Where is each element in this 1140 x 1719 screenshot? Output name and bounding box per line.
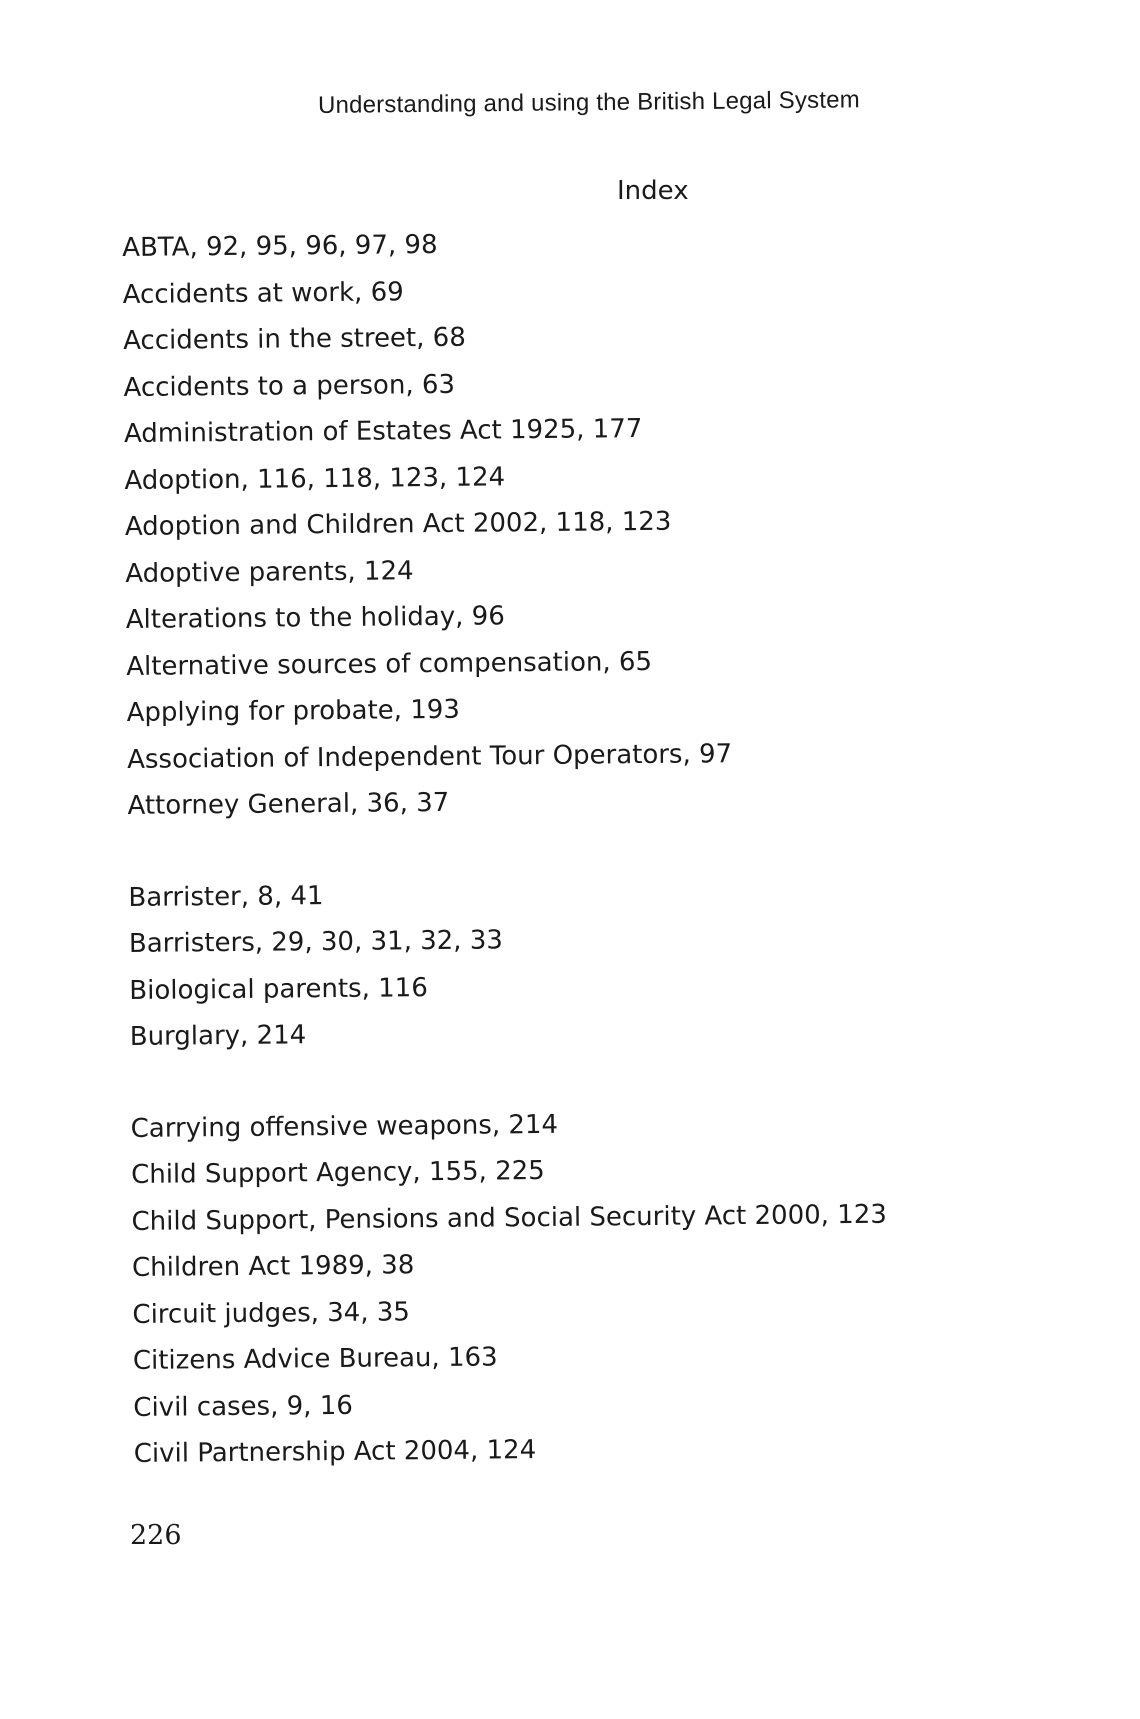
index-entry: Child Support Agency, 155, 225 bbox=[130, 1155, 545, 1190]
index-entry: Barrister, 8, 41 bbox=[128, 880, 324, 913]
running-header: Understanding and using the British Legal System bbox=[317, 86, 861, 119]
index-entry: Civil Partnership Act 2004, 124 bbox=[133, 1435, 537, 1469]
index-entry: Accidents in the street, 68 bbox=[122, 322, 466, 356]
index-entry: Attorney General, 36, 37 bbox=[127, 787, 450, 821]
index-list bbox=[122, 216, 1094, 1523]
index-entry: Administration of Estates Act 1925, 177 bbox=[123, 414, 643, 449]
index-entry: Barristers, 29, 30, 31, 32, 33 bbox=[128, 925, 503, 959]
index-entry: Burglary, 214 bbox=[129, 1020, 307, 1052]
index-entry: Accidents to a person, 63 bbox=[123, 369, 456, 403]
index-entry: Adoption, 116, 118, 123, 124 bbox=[124, 461, 506, 496]
index-group-a bbox=[122, 216, 1088, 830]
index-entry: Biological parents, 116 bbox=[129, 972, 428, 1006]
index-entry: Accidents at work, 69 bbox=[122, 276, 404, 310]
index-entry: Adoptive parents, 124 bbox=[125, 555, 414, 589]
index-entry: Alternative sources of compensation, 65 bbox=[126, 646, 653, 682]
index-entry: Civil cases, 9, 16 bbox=[133, 1390, 353, 1423]
index-entry: Circuit judges, 34, 35 bbox=[132, 1296, 411, 1330]
index-entry: Citizens Advice Bureau, 163 bbox=[132, 1342, 498, 1376]
index-group-c bbox=[130, 1096, 1094, 1477]
page-number: 226 bbox=[130, 1520, 182, 1551]
index-entry: Carrying offensive weapons, 214 bbox=[130, 1109, 559, 1144]
index-entry: Child Support, Pensions and Social Security Act 2000, 123 bbox=[131, 1199, 888, 1237]
index-entry: Association of Independent Tour Operators, 97 bbox=[126, 738, 733, 775]
index-group-b bbox=[128, 865, 1090, 1060]
index-entry: Alterations to the holiday, 96 bbox=[125, 601, 505, 635]
page-title: Index bbox=[617, 176, 689, 206]
index-entry: ABTA, 92, 95, 96, 97, 98 bbox=[122, 229, 438, 263]
index-entry: Children Act 1989, 38 bbox=[131, 1250, 415, 1283]
index-entry: Applying for probate, 193 bbox=[126, 694, 461, 728]
index-entry: Adoption and Children Act 2002, 118, 123 bbox=[124, 506, 672, 542]
